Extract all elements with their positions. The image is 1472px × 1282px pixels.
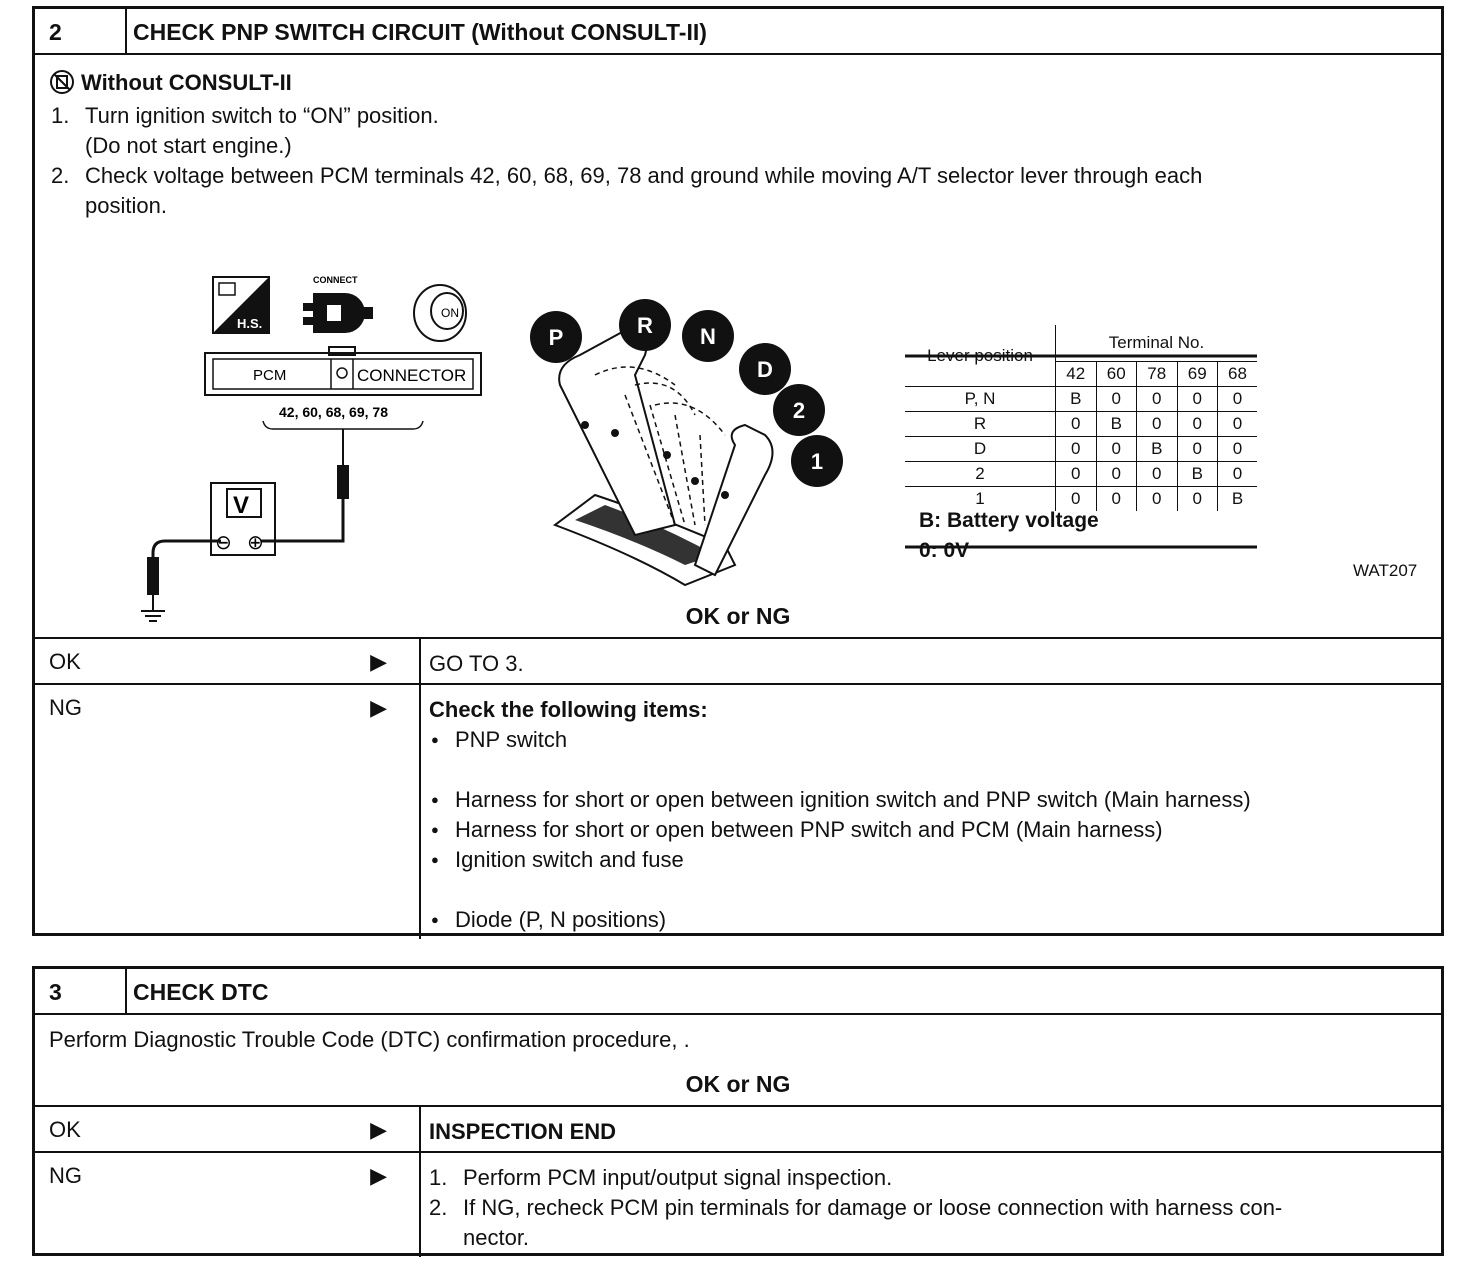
step-title: CHECK DTC	[133, 979, 269, 1005]
ok-row	[35, 637, 1441, 683]
connector-label: CONNECTOR	[357, 366, 467, 385]
ok-or-ng-label: OK or NG	[685, 603, 791, 629]
step-2-header	[35, 9, 1441, 55]
ok-label: OK	[49, 1117, 81, 1142]
step-2-box	[32, 6, 1444, 936]
lever-label-d: D	[757, 357, 773, 382]
ok-result: INSPECTION END	[429, 1119, 617, 1144]
legend-zero: 0: 0V	[919, 539, 970, 562]
instruction-1: 1. Turn ignition switch to “ON” position.	[51, 103, 439, 128]
legend-battery: B: Battery voltage	[919, 509, 1099, 532]
col-terminal-header: Terminal No.	[1056, 325, 1258, 362]
ok-label: OK	[49, 649, 81, 674]
step-number: 3	[35, 969, 127, 1013]
ok-row	[35, 1105, 1441, 1151]
table-row: R 0 B 0 0 0	[905, 412, 1257, 437]
step-3-header	[35, 969, 1441, 1015]
step-3-text: Perform Diagnostic Trouble Code (DTC) confirmation procedure, .	[49, 1027, 690, 1052]
table-row: P, N B 0 0 0 0	[905, 387, 1257, 412]
figure-id: WAT207	[1353, 561, 1418, 580]
hs-icon	[213, 277, 269, 333]
terminal-42: 42	[1056, 362, 1097, 387]
ng-label: NG	[49, 695, 82, 720]
step-3-body	[35, 1015, 1441, 1105]
list-item: 2. If NG, recheck PCM pin terminals for damage or loose connection with harness con-	[429, 1195, 1283, 1220]
mode-label: Without CONSULT-II	[81, 70, 292, 95]
instruction-1-note: (Do not start engine.)	[85, 133, 292, 158]
pcm-connector	[205, 347, 481, 395]
ng-result	[421, 1153, 1441, 1257]
ng-row	[35, 683, 1441, 939]
hs-label: H.S.	[237, 316, 263, 331]
meter-plus: ⊕	[247, 530, 264, 554]
meter-v-label: V	[233, 492, 250, 519]
ng-heading: Check the following items:	[429, 697, 708, 722]
connect-icon	[303, 275, 373, 333]
step-3-box	[32, 966, 1444, 1256]
list-item: ● Diode (P, N positions)	[429, 905, 1433, 935]
terminal-78: 78	[1137, 362, 1178, 387]
ok-result: GO TO 3.	[429, 651, 524, 676]
terminals-label: 42, 60, 68, 69, 78	[279, 404, 388, 420]
arrow-icon: ▶	[370, 695, 387, 720]
connect-label: CONNECT	[313, 275, 358, 285]
list-item: nector.	[463, 1225, 530, 1250]
pcm-label: PCM	[253, 367, 287, 384]
list-item: ● Harness for short or open between PNP switch and PCM (Main harness)	[429, 815, 1433, 845]
lever-label-p: P	[548, 325, 564, 350]
arrow-icon: ▶	[370, 1163, 387, 1188]
terminal-68: 68	[1218, 362, 1258, 387]
on-label: ON	[441, 306, 459, 320]
instruction-2-cont: position.	[85, 193, 167, 218]
list-item: ● PNP switch	[429, 725, 1433, 755]
terminal-table	[905, 325, 1257, 511]
voltmeter	[211, 483, 275, 555]
instruction-2: 2. Check voltage between PCM terminals 42, 60, 68, 69, 78 and ground while moving A/T selector lever through each	[51, 163, 1203, 188]
step-2-body	[35, 55, 1441, 637]
table-row: D 0 0 B 0 0	[905, 437, 1257, 462]
ng-row	[35, 1151, 1441, 1257]
terminal-60: 60	[1096, 362, 1137, 387]
list-item: ● Harness for short or open between ignition switch and PNP switch (Main harness)	[429, 785, 1433, 815]
step-number: 2	[35, 9, 127, 53]
ok-or-ng-label: OK or NG	[685, 1071, 791, 1097]
col-lever-header: Lever position	[905, 325, 1056, 387]
lever-label-r: R	[637, 313, 653, 338]
lever-label-2: 2	[792, 398, 806, 423]
lever-label-1: 1	[810, 449, 824, 474]
terminal-69: 69	[1177, 362, 1218, 387]
step-title: CHECK PNP SWITCH CIRCUIT (Without CONSULT-II)	[133, 19, 707, 45]
meter-minus: ⊖	[215, 530, 232, 554]
table-row: 1 0 0 0 0 B	[905, 487, 1257, 512]
list-item: ● Ignition switch and fuse	[429, 845, 1433, 875]
ignition-on-icon	[414, 285, 466, 341]
list-item: 1. Perform PCM input/output signal inspection.	[429, 1165, 893, 1190]
ng-label: NG	[49, 1163, 82, 1188]
arrow-icon: ▶	[370, 649, 387, 674]
lever-label-n: N	[700, 324, 716, 349]
ng-result	[421, 685, 1441, 939]
table-row: 2 0 0 0 B 0	[905, 462, 1257, 487]
arrow-icon: ▶	[370, 1117, 387, 1142]
